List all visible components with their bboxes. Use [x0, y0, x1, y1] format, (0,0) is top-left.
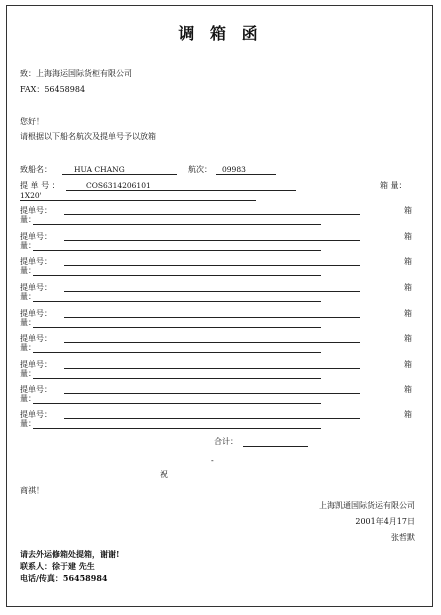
first-bl-underline	[66, 190, 296, 191]
qty-blank-line	[33, 327, 321, 328]
bl-row: 提单号： 量： 箱	[20, 257, 412, 275]
qty-blank-line	[33, 301, 321, 302]
wish-text: 祝	[160, 470, 168, 479]
closing-text: 商祺！	[20, 486, 44, 495]
qty-blank-line	[33, 224, 321, 225]
total-label: 合计：	[214, 437, 238, 446]
letter-date: 2001年4月17日	[355, 517, 415, 526]
bl-row: 提单号： 量： 箱	[20, 360, 412, 378]
bl-row: 提单号： 量： 箱	[20, 385, 412, 403]
vessel-name: HUA CHANG	[74, 165, 125, 174]
qty-blank-line	[33, 428, 321, 429]
voyage-underline	[216, 174, 276, 175]
qty-blank-line	[33, 378, 321, 379]
bl-row: 提单号： 量： 箱	[20, 206, 412, 224]
first-box-label: 箱 量：	[380, 181, 407, 190]
vessel-underline	[62, 174, 177, 175]
bl-blank-line	[64, 393, 360, 394]
vessel-label: 致船名：	[20, 165, 52, 174]
bl-blank-line	[64, 291, 360, 292]
greeting: 您好！	[20, 117, 44, 126]
bl-blank-line	[64, 240, 360, 241]
bl-row: 提单号： 量： 箱	[20, 334, 412, 352]
first-box-qty: 1X20'	[20, 191, 42, 200]
bl-blank-line	[64, 317, 360, 318]
bl-row: 提单号： 量： 箱	[20, 410, 412, 428]
document-title: 调 箱 函	[178, 24, 263, 43]
voyage-label: 航次：	[188, 165, 212, 174]
phone-fax: 电话/传真：56458984	[20, 573, 108, 583]
bl-blank-line	[64, 265, 360, 266]
qty-blank-line	[33, 275, 321, 276]
qty-blank-line	[33, 352, 321, 353]
bl-row: 提单号： 量： 箱	[20, 232, 412, 250]
bl-blank-line	[64, 418, 360, 419]
bl-row: 提单号： 量： 箱	[20, 309, 412, 327]
voyage-no: 09983	[222, 165, 246, 174]
total-underline	[243, 446, 308, 447]
contact-person: 联系人：徐于建 先生	[20, 561, 95, 571]
first-bl-no: COS6314206101	[86, 181, 151, 190]
sender-company: 上海凯通国际货运有限公司	[319, 501, 415, 510]
request-line: 请根据以下船名航次及提单号予以放箱	[20, 132, 156, 141]
qty-blank-line	[33, 250, 321, 251]
first-box-underline	[20, 200, 256, 201]
first-bl-label: 提 单 号 ：	[20, 181, 60, 190]
bl-blank-line	[64, 214, 360, 215]
dash-mark: -	[211, 456, 214, 465]
recipient-line: 致：上海海运国际货柜有限公司	[20, 69, 132, 78]
signer-name: 张哲默	[391, 533, 415, 542]
bl-blank-line	[64, 342, 360, 343]
pickup-note: 请去外运修箱处提箱，谢谢!	[20, 549, 120, 559]
bl-row: 提单号： 量： 箱	[20, 283, 412, 301]
fax-line: FAX：56458984	[20, 85, 86, 94]
qty-blank-line	[33, 403, 321, 404]
bl-blank-line	[64, 368, 360, 369]
